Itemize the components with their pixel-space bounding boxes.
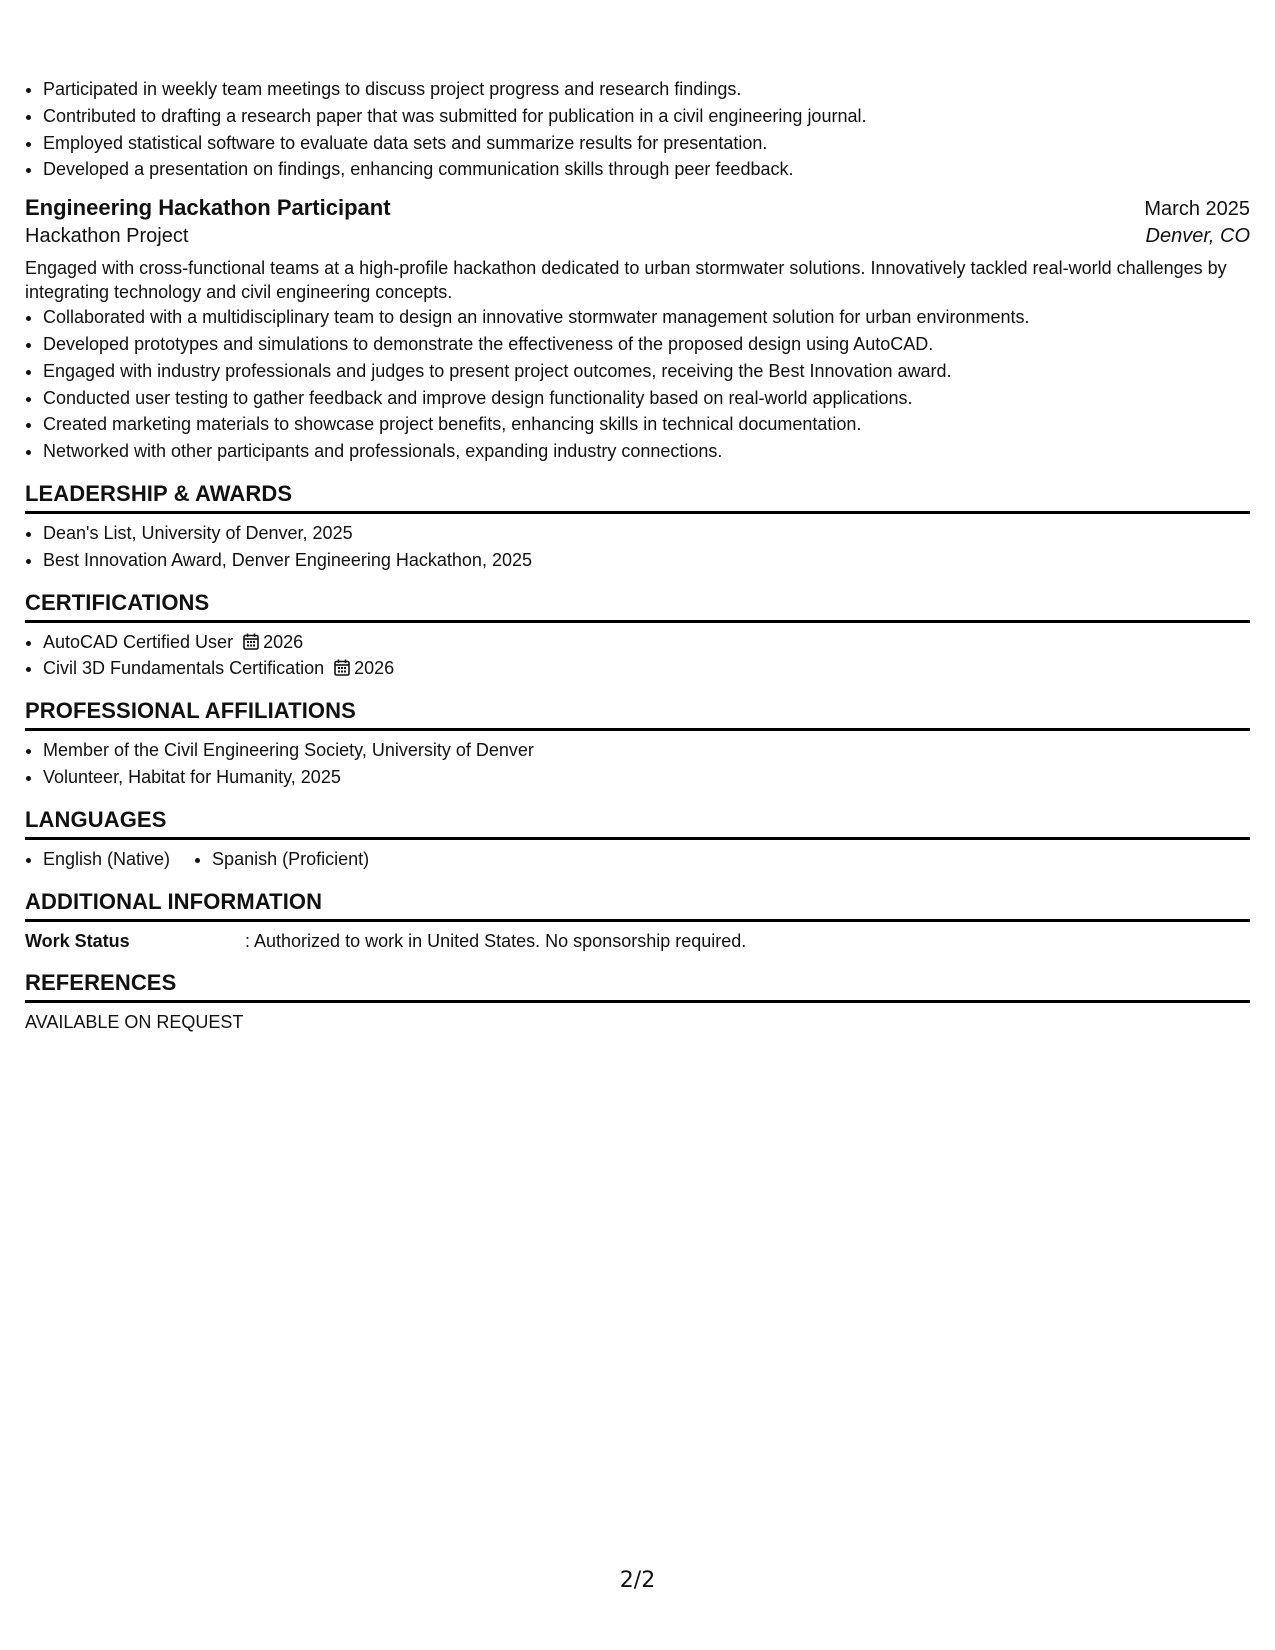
section-title-languages: LANGUAGES bbox=[25, 807, 1250, 840]
list-item: • Volunteer, Habitat for Humanity, 2025 bbox=[43, 764, 1250, 791]
section-title-certifications: CERTIFICATIONS bbox=[25, 590, 1250, 623]
section-title-leadership: LEADERSHIP & AWARDS bbox=[25, 481, 1250, 514]
page-number: 2/2 bbox=[619, 1568, 656, 1593]
list-item bbox=[43, 655, 1250, 682]
list-item: • Collaborated with a multidisciplinary team to design an innovative stormwater management solution for urban environments. bbox=[43, 304, 1250, 331]
list-item: • Conducted user testing to gather feedback and improve design functionality based on real-world applications. bbox=[43, 385, 1250, 412]
list-item: • Contributed to drafting a research paper that was submitted for publication in a civil engineering journal. bbox=[43, 103, 1250, 130]
research-bullets bbox=[25, 76, 1250, 183]
role-organization: Hackathon Project bbox=[25, 225, 189, 248]
leadership-list bbox=[25, 520, 1250, 574]
role-description: Engaged with cross-functional teams at a high-profile hackathon dedicated to urban stormwater solutions. Innovatively tackled real-world challenges by integrating technology and civil engineering concepts. bbox=[25, 258, 1227, 303]
list-item: • Developed prototypes and simulations to demonstrate the effectiveness of the proposed design using AutoCAD. bbox=[43, 331, 1250, 358]
list-item: • Member of the Civil Engineering Society, University of Denver bbox=[43, 737, 1250, 764]
role-location: Denver, CO bbox=[1145, 225, 1250, 248]
section-title-affiliations: PROFESSIONAL AFFILIATIONS bbox=[25, 698, 1250, 731]
work-status-row bbox=[25, 928, 1250, 954]
references-text: AVAILABLE ON REQUEST bbox=[25, 1011, 244, 1032]
languages-list bbox=[25, 846, 1250, 873]
role-date: March 2025 bbox=[1144, 198, 1250, 221]
list-item: • Best Innovation Award, Denver Engineering Hackathon, 2025 bbox=[43, 547, 1250, 574]
certification-year: 2026 bbox=[354, 658, 395, 679]
section-title-additional-information: ADDITIONAL INFORMATION bbox=[25, 889, 1250, 922]
section-title-references: REFERENCES bbox=[25, 970, 1250, 1003]
list-item: • Dean's List, University of Denver, 2025 bbox=[43, 520, 1250, 547]
list-item: • English (Native) bbox=[43, 846, 170, 873]
list-item: • Developed a presentation on findings, enhancing communication skills through peer feedback. bbox=[43, 156, 1250, 183]
list-item: • Employed statistical software to evaluate data sets and summarize results for presentation. bbox=[43, 130, 1250, 157]
list-item: • Engaged with industry professionals and judges to present project outcomes, receiving the Best Innovation award. bbox=[43, 358, 1250, 385]
role-title: Engineering Hackathon Participant bbox=[25, 195, 391, 221]
hackathon-bullets bbox=[25, 304, 1250, 465]
certifications-list bbox=[25, 629, 1250, 683]
list-item: • Created marketing materials to showcase project benefits, enhancing skills in technical documentation. bbox=[43, 411, 1250, 438]
certification-name: Civil 3D Fundamentals Certification bbox=[43, 658, 325, 679]
hackathon-subheader bbox=[25, 225, 1250, 248]
list-item bbox=[43, 629, 1250, 656]
list-item: • Spanish (Proficient) bbox=[212, 846, 369, 873]
resume-page bbox=[25, 76, 1250, 1035]
hackathon-header bbox=[25, 195, 1250, 221]
list-item: • Participated in weekly team meetings to discuss project progress and research findings. bbox=[43, 76, 1250, 103]
list-item: • Networked with other participants and professionals, expanding industry connections. bbox=[43, 438, 1250, 465]
work-status-label: Work Status bbox=[25, 930, 130, 951]
calendar-icon bbox=[334, 659, 350, 676]
certification-name: AutoCAD Certified User bbox=[43, 631, 234, 652]
work-status-value: : Authorized to work in United States. No sponsorship required. bbox=[245, 930, 747, 951]
certification-year: 2026 bbox=[263, 631, 304, 652]
affiliations-list bbox=[25, 737, 1250, 791]
calendar-icon bbox=[243, 633, 259, 650]
